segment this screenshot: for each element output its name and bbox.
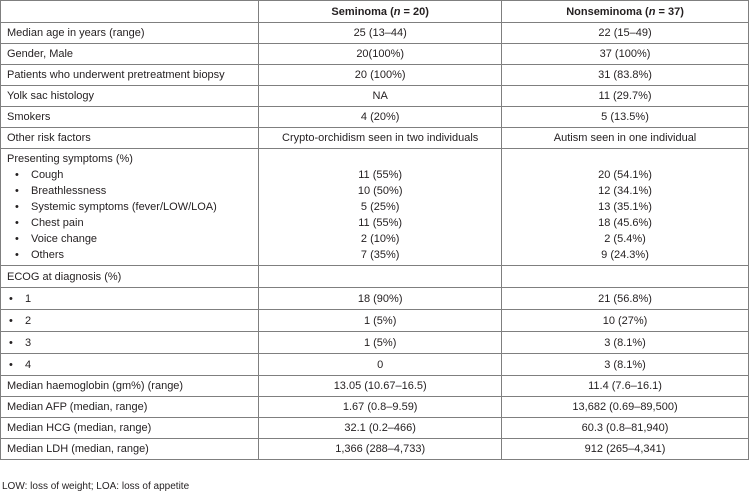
nonseminoma-cell: 22 (15–49) [502,23,749,44]
nonseminoma-cell: 18 (45.6%) [598,217,652,229]
table-header-row [1,1,749,23]
seminoma-cell: 1 (5%) [259,332,502,354]
seminoma-cell: 4 (20%) [259,107,502,128]
table-row [1,397,749,418]
nonseminoma-cell: 3 (8.1%) [502,354,749,376]
seminoma-cell: 13.05 (10.67–16.5) [259,376,502,397]
nonseminoma-cell: 5 (13.5%) [502,107,749,128]
seminoma-cell: 0 [259,354,502,376]
seminoma-cell: 2 (10%) [360,233,400,245]
symptoms-title: Presenting symptoms (%) [7,153,133,165]
nonseminoma-cell: 11.4 (7.6–16.1) [502,376,749,397]
nonseminoma-cell: 12 (34.1%) [598,185,652,197]
table-row [1,23,749,44]
ecog-title: ECOG at diagnosis (%) [1,266,259,288]
seminoma-cell: 11 (55%) [358,217,403,229]
table-footnote: LOW: loss of weight; LOA: loss of appetite [2,481,190,492]
table-row [1,107,749,128]
seminoma-cell: 1 (5%) [259,310,502,332]
row-label: Median AFP (median, range) [1,397,259,418]
nonseminoma-cell: 10 (27%) [502,310,749,332]
row-label: Median haemoglobin (gm%) (range) [1,376,259,397]
ecog-item: • 4 [1,354,259,376]
header-seminoma: Seminoma (n = 20) [259,1,502,23]
nonseminoma-cell: 37 (100%) [502,44,749,65]
seminoma-cell: Crypto-orchidism seen in two individuals [259,128,502,149]
seminoma-cell: 5 (25%) [360,201,400,213]
table-row [1,86,749,107]
symptom-item: • Chest pain [15,217,84,229]
nonseminoma-cell: 3 (8.1%) [502,332,749,354]
nonseminoma-cell: 21 (56.8%) [502,288,749,310]
row-label: Yolk sac histology [1,86,259,107]
table-row [1,65,749,86]
nonseminoma-cell: 20 (54.1%) [598,169,652,181]
table-row [1,44,749,65]
nonseminoma-cell: 9 (24.3%) [601,249,649,261]
ecog-item: • 1 [1,288,259,310]
seminoma-cell: 20 (100%) [259,65,502,86]
symptom-item: • Voice change [15,233,98,245]
table-row [1,128,749,149]
nonseminoma-cell: 912 (265–4,341) [502,439,749,460]
row-label: Patients who underwent pretreatment biopsy [1,65,259,86]
nonseminoma-cell: Autism seen in one individual [502,128,749,149]
nonseminoma-cell: 60.3 (0.8–81,940) [502,418,749,439]
symptom-item: • Others [15,249,65,261]
row-label: Smokers [1,107,259,128]
row-label: Gender, Male [1,44,259,65]
symptom-item: • Breathlessness [15,185,107,197]
seminoma-cell: 20(100%) [259,44,502,65]
symptoms-seminoma [259,149,502,266]
table-row [1,439,749,460]
seminoma-cell: 10 (50%) [357,185,403,197]
header-nonseminoma: Nonseminoma (n = 37) [502,1,749,23]
header-empty [1,1,259,23]
seminoma-cell: 11 (55%) [358,169,403,181]
seminoma-cell: 25 (13–44) [259,23,502,44]
symptom-item: • Systemic symptoms (fever/LOW/LOA) [15,201,217,213]
nonseminoma-cell: 13,682 (0.69–89,500) [502,397,749,418]
nonseminoma-cell: 13 (35.1%) [598,201,652,213]
row-label: Other risk factors [1,128,259,149]
symptoms-nonseminoma [502,149,749,266]
nonseminoma-cell: 11 (29.7%) [502,86,749,107]
seminoma-cell: 1,366 (288–4,733) [259,439,502,460]
table-row [1,376,749,397]
symptom-item: • Cough [15,169,64,181]
table-row [1,354,749,376]
nonseminoma-cell: 2 (5.4%) [604,233,646,245]
seminoma-cell: 1.67 (0.8–9.59) [259,397,502,418]
symptoms-group [1,149,749,266]
row-label: Median HCG (median, range) [1,418,259,439]
seminoma-cell: 32.1 (0.2–466) [259,418,502,439]
seminoma-cell: NA [259,86,502,107]
nonseminoma-cell: 31 (83.8%) [502,65,749,86]
seminoma-cell: 7 (35%) [360,249,400,261]
ecog-title-row [1,266,749,288]
row-label: Median age in years (range) [1,23,259,44]
ecog-item: • 2 [1,310,259,332]
table-row [1,332,749,354]
symptoms-labels [1,149,259,266]
table-row [1,418,749,439]
table-row [1,288,749,310]
table-row [1,310,749,332]
row-label: Median LDH (median, range) [1,439,259,460]
ecog-item: • 3 [1,332,259,354]
seminoma-cell: 18 (90%) [259,288,502,310]
